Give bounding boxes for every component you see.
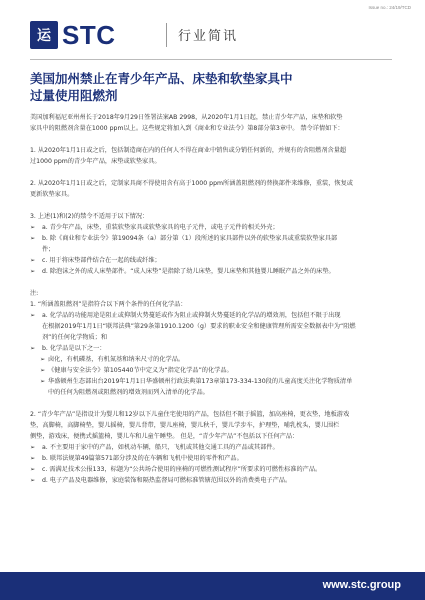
note-1-b: ➢ b. 化学品是以下之一： [30,345,106,352]
note-1-b-i: ➢ 卤化，有机磷基，有机氮基和纳米尺寸的化学品。 [40,356,185,363]
note-1-b-iii: ➢ 华盛顿州生态部出台2019年1月1日华盛顿州行政法典第173章第173-334-130段的儿童高度关注化学物质清单 中的任何为阻燃剂或阻燃剂的增效剂而列入清单的化学品。 [40,378,353,396]
note-2-d: ➢ d. 电子产品及电器维修，家庭装饰和隔热监督局可燃标准管辖范围以外的消费类电子产品。 [30,477,292,484]
prohibition-1-line-2: 过1000 ppm的青少年产品，床垫或软垫家具。 [30,158,161,165]
title-line-1: 美国加州禁止在青少年产品、床垫和软垫家具中 [30,71,293,86]
exemptions-heading: 3. 上述(1)和(2)的禁令不适用于以下情况： [30,213,149,220]
exemption-c: ➢ c. 用于将床垫部件结合在一起的线或纤维； [30,257,161,264]
note-2-c: ➢ c. 需满足技术公报133，标题为“公共场合使用的座椅的可燃性测试程序”所要求的可燃性标准的产品。 [30,466,322,473]
footer-bar [0,572,425,600]
note-heading: 注: [30,290,39,297]
footer-website-link[interactable]: www.stc.group [322,579,401,591]
intro-line-1: 美国加利福尼亚州州长于2018年9月29日签署法案AB 2998，从2020年1月1日起，禁止青少年产品，床垫和软垫 [30,114,343,121]
note-2-line-1: 2. “青少年产品”是指设计为婴儿和12岁以下儿童住宅使用的产品，包括但不限于摇篮，加高座椅，更衣垫，地板游戏 [30,411,350,418]
stc-logo [30,20,116,50]
note-2-line-3: 侧垫，游戏床，便携式摇篮椅，婴儿车和儿童午睡垫。 但是，“青少年产品”不包括以下任何产品： [30,433,299,440]
exemption-b: ➢ b. 除《商业和专业法令》第19094条（a）部分第（1）段所述的家具部件以外的软垫家具或重装软垫家具部 件； [30,235,338,253]
exemption-d: ➢ d. 除泡沫之外的成人床垫部件。“成人床垫”是指除了幼儿床垫，婴儿床垫和其他婴儿睡眠产品之外的床垫。 [30,268,335,275]
prohibition-2-line-1: 2. 从2020年1月1日或之后，定制家具商不得使用含有高于1000 ppm所涵盖阻燃剂的替换部件来维修，重装，恢复或 [30,180,353,187]
prohibition-1-line-1: 1. 从2020年1月1日或之后，包括制造商在内的任何人不得在商业中销售或分销任何新的，并规有的含阻燃剂含量超 [30,147,347,154]
prohibition-2-line-2: 更新软垫家具。 [30,191,74,198]
stc-logo-mark: 运 [30,21,58,49]
header-label: 行业简讯 [178,29,239,44]
header [30,20,410,50]
stc-logo-text: STC [62,19,116,50]
intro-line-2: 家具中的阻燃剂含量在1000 ppm以上。这些规定将加入到《商业和专业法令》第8部分第3章中。 禁令详情如下： [30,125,344,132]
exemption-a: ➢ a. 青少年产品，床垫，重装软垫家具或软垫家具的电子元件，或电子元件的相关外壳； [30,224,279,231]
page-title [30,70,390,104]
article-body [30,112,400,486]
note-2-b: ➢ b. 联邦法规第49篇第571部分涉及的在车辆和飞机中使用的零件和产品。 [30,455,243,462]
header-rule [30,59,392,60]
note-2-a: ➢ a. 不主要用于家中的产品，如机动车辆，船只，飞机或其他交通工具的产品或其部件。 [30,444,279,451]
header-divider [166,23,167,47]
note-2-line-2: 垫，高脚椅，高脚椅垫，婴儿摇椅，婴儿背带，婴儿座椅，婴儿秋千，婴儿学步车，护理垫，哺乳枕头，婴儿围栏 [30,422,340,429]
issue-number: Issue no.: 24/19/TCD [368,5,411,10]
note-1-heading: 1. “所涵盖阻燃剂”是指符合以下两个条件的任何化学品： [30,301,187,308]
note-1-a: ➢ a. 化学品的功能用途是阻止或抑制火势蔓延或作为阻止或抑制火势蔓延的化学品的增效剂，包括但不限于出现 在根据2019年1月1日“联邦法典”第29条第1910.1200（g）要求的职业安全和健康管理所需安全数据表中为“阻燃 剂”的任何化学物质；和 [30,312,356,341]
title-line-2: 过量使用阻燃剂 [30,88,118,103]
note-1-b-ii: ➢ 《健康与安全法令》第105440节中定义为“指定化学品”的化学品。 [40,367,233,374]
